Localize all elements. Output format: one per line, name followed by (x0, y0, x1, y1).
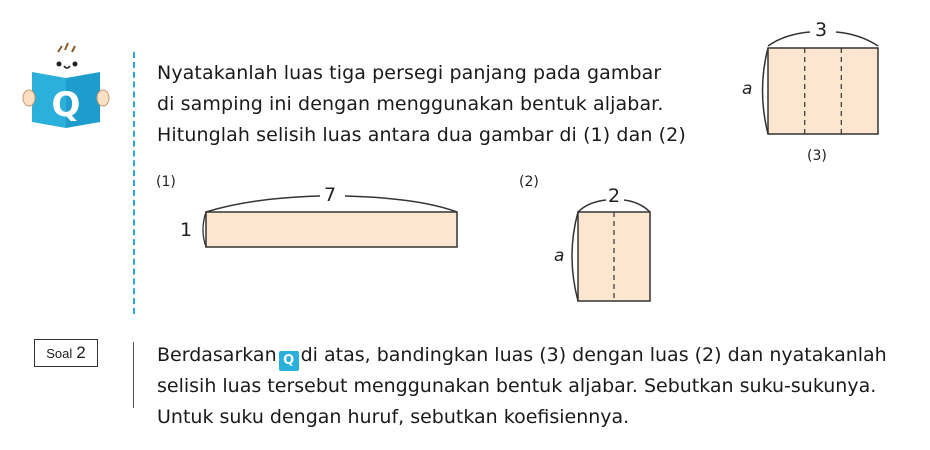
figure-1-width: 7 (324, 184, 337, 206)
figure-3-label: (3) (807, 148, 827, 164)
question-divider (133, 52, 135, 314)
soal-line-1-before: Berdasarkan (157, 344, 277, 366)
soal-number: 2 (76, 343, 86, 362)
soal-word: Soal (46, 345, 73, 361)
question-line-1: Nyatakanlah luas tiga persegi panjang pada gambar (157, 62, 662, 84)
question-text (157, 58, 737, 151)
soal-line-1 (157, 340, 917, 371)
question-line-2: di samping ini dengan menggunakan bentuk aljabar. (157, 93, 664, 115)
q-letter: Q (51, 85, 81, 125)
figure-2-width: 2 (608, 185, 621, 207)
soal-line-3: Untuk suku dengan huruf, sebutkan koefisiennya. (157, 406, 630, 428)
figure-3 (735, 18, 895, 178)
q-reference-icon: Q (279, 351, 299, 371)
figure-1-label: (1) (156, 174, 176, 190)
figure-1-height: 1 (180, 219, 193, 241)
figure-2-height: a (554, 246, 565, 266)
soal-text (157, 340, 917, 433)
figure-2-label: (2) (519, 174, 539, 190)
soal-line-2: selisih luas tersebut menggunakan bentuk aljabar. Sebutkan suku-sukunya. (157, 375, 877, 397)
soal-line-1-after: di atas, bandingkan luas (3) dengan luas (2) dan nyatakanlah (300, 344, 887, 366)
question-book-icon (18, 40, 113, 130)
figure-2 (540, 180, 670, 310)
soal-divider (133, 342, 134, 408)
question-line-3: Hitunglah selisih luas antara dua gambar di (1) dan (2) (157, 124, 686, 146)
soal-number-box (34, 339, 98, 367)
figure-3-height: a (742, 79, 753, 99)
figure-1 (170, 180, 470, 260)
figure-3-width: 3 (815, 19, 828, 41)
